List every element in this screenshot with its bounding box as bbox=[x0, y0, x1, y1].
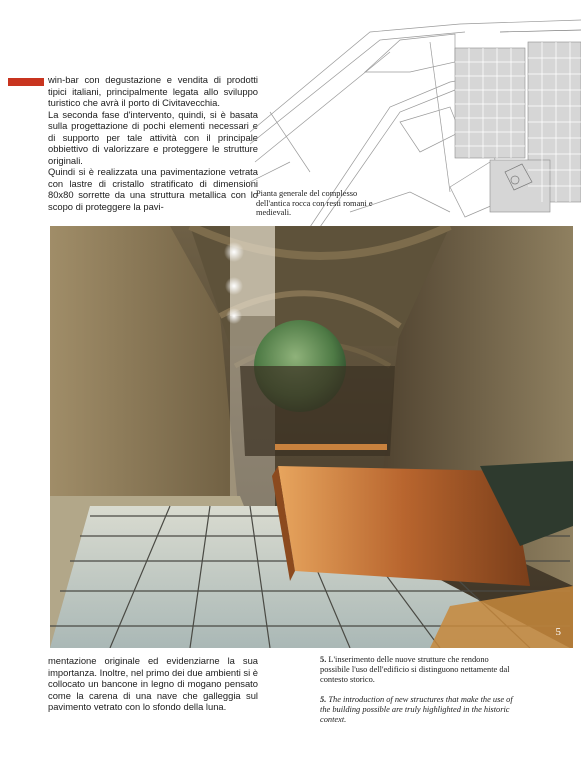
caption-italian bbox=[320, 655, 518, 684]
photo-number: 5 bbox=[555, 626, 561, 638]
interior-photo bbox=[50, 226, 573, 648]
caption-english-number: 5. bbox=[320, 695, 327, 704]
caption-italian-text: L'inserimento delle nuove strutture che rendono possibile l'uso dell'edificio si distinguono nettamente dal contesto storico. bbox=[320, 655, 510, 684]
vaulted-hall-illustration bbox=[50, 226, 573, 648]
caption-english bbox=[320, 695, 518, 724]
intro-paragraph-3: Quindi si è realizzata una pavimentazione vetrata con lastre di cristallo stratificato di dimensioni 80x80 sorrette da una struttura metallica con lo scopo di proteggere la pavi- bbox=[48, 166, 258, 212]
intro-paragraph-1: win-bar con degustazione e vendita di prodotti tipici italiani, principalmente legata allo sviluppo turistico che avrà il porto di Civitavecchia. bbox=[48, 74, 258, 108]
intro-paragraph-2: La seconda fase d'intervento, quindi, si è basata sulla progettazione di pochi elementi necessari e di supporto per tale attività con il principale obbiettivo di valorizzare e proteggere le strutture originali. bbox=[48, 108, 258, 166]
caption-english-text: The introduction of new structures that make the use of the building possible are truly highlighted in the historic context. bbox=[320, 695, 513, 724]
intro-text-column bbox=[48, 74, 258, 212]
plan-caption: Pianta generale del complesso dell'antica rocca con resti romani e medievali. bbox=[256, 189, 373, 218]
caption-italian-number: 5. bbox=[320, 655, 327, 664]
body-text-continued: mentazione originale ed evidenziarne la sua importanza. Inoltre, nel primo dei due ambienti si è collocato un bancone in legno di mogano pensato come la carena di una nave che galleggia sul pavimento vetrato con lo sfondo della luna. bbox=[48, 655, 259, 713]
accent-bar bbox=[8, 78, 44, 86]
